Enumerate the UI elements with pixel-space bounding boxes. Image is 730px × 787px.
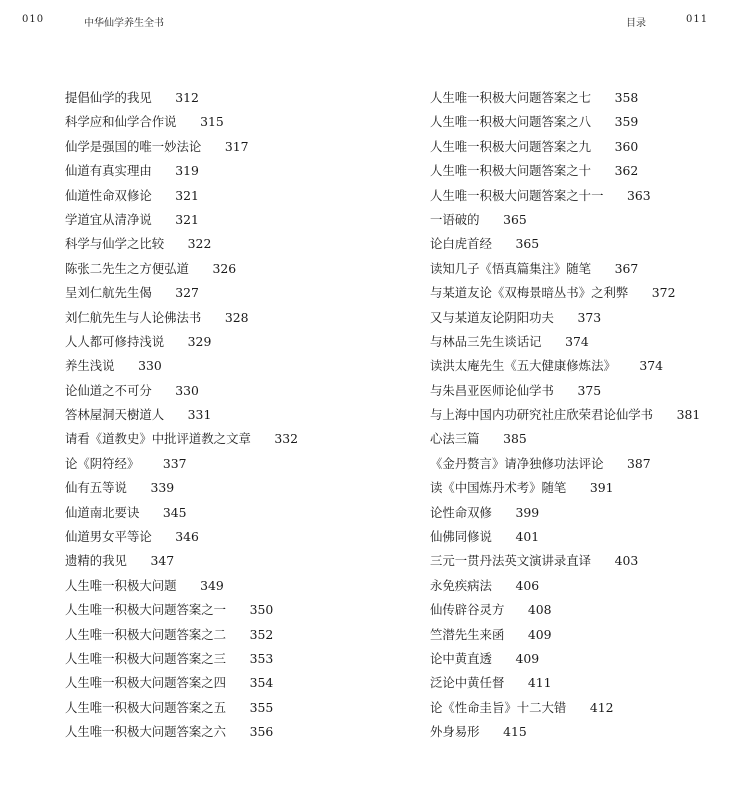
toc-entry-title: 学道宜从清净说 (65, 211, 152, 227)
toc-entry[interactable] (65, 135, 385, 159)
toc-entry[interactable] (430, 257, 720, 281)
toc-entry[interactable] (430, 574, 720, 598)
toc-entry-page-number: 329 (187, 333, 212, 349)
toc-entry-page-number: 409 (515, 650, 540, 666)
toc-entry[interactable] (430, 159, 720, 183)
toc-entry-page-number: 385 (503, 431, 527, 447)
toc-entry-title: 遗精的我见 (65, 553, 127, 569)
toc-entry[interactable] (65, 330, 385, 354)
toc-entry-page-number: 331 (187, 407, 212, 423)
toc-entry[interactable] (65, 110, 385, 134)
toc-entry-title: 科学与仙学之比较 (65, 236, 165, 252)
toc-entry-title: 仙佛同修说 (430, 529, 492, 545)
toc-entry-page-number: 363 (627, 187, 651, 203)
toc-entry-title: 又与某道友论阴阳功夫 (430, 309, 554, 325)
toc-entry[interactable] (430, 501, 720, 525)
toc-entry[interactable] (65, 257, 385, 281)
toc-entry[interactable] (65, 403, 385, 427)
toc-entry-page-number: 373 (577, 309, 602, 325)
toc-entry-page-number: 339 (150, 480, 175, 496)
toc-entry[interactable] (65, 427, 385, 451)
toc-entry-page-number: 356 (249, 724, 274, 740)
toc-entry-page-number: 365 (503, 211, 527, 227)
toc-entry-title: 泛论中黄任督 (430, 675, 505, 691)
toc-entry-title: 心法三篇 (430, 431, 480, 447)
toc-entry-page-number: 359 (614, 114, 639, 130)
toc-entry-page-number: 353 (249, 650, 274, 666)
toc-entry[interactable] (65, 476, 385, 500)
toc-entry-page-number: 374 (565, 333, 589, 349)
toc-entry-page-number: 412 (589, 699, 614, 715)
toc-entry-title: 论性命双修 (430, 504, 492, 520)
toc-entry[interactable] (65, 86, 385, 110)
toc-entry-title: 人生唯一积极大问题答案之五 (65, 699, 227, 715)
toc-entry-title: 与上海中国内功研究社庄欣荣君论仙学书 (430, 407, 654, 423)
toc-entry[interactable] (65, 574, 385, 598)
toc-entry[interactable] (65, 184, 385, 208)
toc-entry-page-number: 360 (614, 138, 639, 154)
toc-entry-title: 提倡仙学的我见 (65, 90, 152, 105)
toc-entry-title: 仙传辟谷灵方 (430, 602, 505, 618)
toc-entry[interactable] (65, 501, 385, 525)
toc-entry-title: 与朱昌亚医师论仙学书 (430, 382, 554, 398)
toc-entry[interactable] (65, 306, 385, 330)
toc-entry-page-number: 358 (614, 90, 639, 105)
toc-entry[interactable] (65, 623, 385, 647)
toc-entry[interactable] (430, 354, 720, 378)
toc-entry-page-number: 347 (150, 553, 175, 569)
toc-entry-title: 论《性命圭旨》十二大错 (430, 699, 567, 715)
section-title: 目录 (626, 18, 646, 29)
toc-entry-title: 与某道友论《双梅景暗丛书》之利弊 (430, 285, 629, 301)
toc-entry-title: 科学应和仙学合作说 (65, 114, 177, 130)
toc-entry-title: 永免疾病法 (430, 577, 492, 593)
toc-entry-title: 读知几子《悟真篇集注》随笔 (430, 260, 592, 276)
toc-entry[interactable] (430, 208, 720, 232)
toc-entry-page-number: 345 (162, 504, 187, 520)
toc-entry-page-number: 332 (274, 431, 299, 447)
toc-entry-page-number: 312 (175, 90, 199, 105)
toc-entry-page-number: 401 (515, 529, 540, 545)
toc-entry[interactable] (430, 135, 720, 159)
toc-left-column (65, 86, 385, 745)
toc-entry-page-number: 399 (515, 504, 540, 520)
toc-entry-page-number: 330 (138, 358, 162, 374)
toc-entry-page-number: 337 (162, 455, 187, 471)
toc-entry-title: 读《中国炼丹术考》随笔 (430, 480, 567, 496)
toc-entry-page-number: 319 (175, 163, 199, 179)
toc-entry-page-number: 409 (527, 626, 552, 642)
toc-entry-page-number: 367 (614, 260, 639, 276)
toc-entry-title: 人生唯一积极大问题答案之一 (65, 602, 227, 618)
toc-entry-page-number: 321 (175, 211, 199, 227)
toc-entry[interactable] (430, 647, 720, 671)
toc-entry[interactable] (65, 159, 385, 183)
toc-entry-page-number: 365 (515, 236, 540, 252)
toc-entry-page-number: 408 (527, 602, 552, 618)
toc-entry[interactable] (430, 110, 720, 134)
toc-entry[interactable] (65, 452, 385, 476)
toc-entry-page-number: 327 (175, 285, 199, 301)
toc-entry-page-number: 317 (224, 138, 249, 154)
toc-entry[interactable] (65, 647, 385, 671)
toc-entry-page-number: 322 (187, 236, 212, 252)
toc-entry[interactable] (430, 330, 720, 354)
toc-entry-page-number: 315 (200, 114, 224, 130)
toc-entry-page-number: 346 (175, 529, 199, 545)
toc-entry[interactable] (430, 549, 720, 573)
toc-entry[interactable] (430, 403, 720, 427)
toc-entry-title: 人生唯一积极大问题答案之八 (430, 114, 592, 130)
toc-entry[interactable] (65, 549, 385, 573)
toc-entry[interactable] (65, 281, 385, 305)
toc-entry-title: 陈张二先生之方便弘道 (65, 260, 189, 276)
book-title: 中华仙学养生全书 (84, 18, 164, 29)
toc-entry-page-number: 403 (614, 553, 639, 569)
toc-entry[interactable] (430, 476, 720, 500)
toc-entry-page-number: 330 (175, 382, 199, 398)
toc-entry-title: 人生唯一积极大问题答案之九 (430, 138, 592, 154)
toc-entry[interactable] (430, 598, 720, 622)
toc-entry-title: 仙道有真实理由 (65, 163, 152, 179)
toc-entry[interactable] (430, 525, 720, 549)
toc-entry-title: 与林品三先生谈话记 (430, 333, 542, 349)
toc-entry[interactable] (430, 379, 720, 403)
toc-entry-title: 人人都可修持浅说 (65, 333, 165, 349)
toc-entry-title: 论白虎首经 (430, 236, 492, 252)
toc-entry[interactable] (65, 208, 385, 232)
toc-entry-page-number: 415 (503, 724, 527, 740)
toc-entry-page-number: 352 (249, 626, 274, 642)
toc-entry-page-number: 328 (224, 309, 249, 325)
toc-entry-title: 仙道男女平等论 (65, 529, 152, 545)
toc-entry[interactable] (430, 184, 720, 208)
toc-entry-title: 人生唯一积极大问题答案之二 (65, 626, 227, 642)
toc-entry-page-number: 387 (627, 455, 651, 471)
toc-entry[interactable] (430, 452, 720, 476)
page-header (0, 14, 730, 34)
toc-entry[interactable] (65, 720, 385, 744)
toc-entry[interactable] (430, 671, 720, 695)
toc-entry-title: 《金丹赘言》请净独修功法评论 (430, 455, 604, 471)
toc-entry[interactable] (430, 86, 720, 110)
toc-entry[interactable] (65, 354, 385, 378)
toc-entry[interactable] (430, 720, 720, 744)
toc-entry-title: 人生唯一积极大问题答案之三 (65, 650, 227, 666)
toc-entry-page-number: 391 (589, 480, 614, 496)
toc-entry-page-number: 349 (200, 577, 224, 593)
toc-entry[interactable] (65, 525, 385, 549)
toc-entry-page-number: 411 (527, 675, 552, 691)
toc-entry-page-number: 362 (614, 163, 639, 179)
toc-entry-title: 呈刘仁航先生偈 (65, 285, 152, 301)
toc-entry[interactable] (430, 306, 720, 330)
toc-entry-title: 仙道性命双修论 (65, 187, 152, 203)
toc-entry-page-number: 381 (676, 407, 701, 423)
toc-entry-page-number: 326 (212, 260, 237, 276)
toc-entry-title: 请看《道教史》中批评道教之文章 (65, 431, 251, 447)
toc-entry-title: 人生唯一积极大问题 (65, 577, 177, 593)
toc-entry[interactable] (430, 427, 720, 451)
toc-entry-title: 三元一贯丹法英文演讲录直译 (430, 553, 592, 569)
toc-entry-title: 仙有五等说 (65, 480, 127, 496)
toc-entry-title: 外身易形 (430, 724, 480, 740)
toc-entry-title: 论中黄直透 (430, 650, 492, 666)
toc-entry-page-number: 350 (249, 602, 274, 618)
toc-entry-title: 仙学是强国的唯一妙法论 (65, 138, 202, 154)
toc-entry[interactable] (430, 623, 720, 647)
toc-entry-page-number: 374 (639, 358, 664, 374)
toc-entry-title: 论仙道之不可分 (65, 382, 152, 398)
toc-entry-page-number: 321 (175, 187, 199, 203)
toc-entry[interactable] (65, 696, 385, 720)
toc-entry[interactable] (430, 696, 720, 720)
toc-entry-page-number: 372 (651, 285, 676, 301)
toc-entry-title: 答林屋洞天樹道人 (65, 407, 165, 423)
toc-entry[interactable] (65, 671, 385, 695)
toc-entry-title: 人生唯一积极大问题答案之四 (65, 675, 227, 691)
toc-entry-page-number: 355 (249, 699, 274, 715)
toc-entry[interactable] (65, 598, 385, 622)
toc-entry-title: 人生唯一积极大问题答案之七 (430, 90, 592, 105)
toc-entry-title: 论《阴符经》 (65, 455, 140, 471)
toc-entry[interactable] (65, 379, 385, 403)
toc-entry-title: 一语破的 (430, 211, 480, 227)
toc-entry-page-number: 354 (249, 675, 274, 691)
toc-entry-title: 人生唯一积极大问题答案之十 (430, 163, 592, 179)
toc-entry-title: 竺潜先生来函 (430, 626, 505, 642)
toc-entry-title: 人生唯一积极大问题答案之六 (65, 724, 227, 740)
toc-right-column (430, 86, 720, 745)
toc-entry-title: 养生浅说 (65, 358, 115, 374)
toc-entry-page-number: 375 (577, 382, 602, 398)
toc-entry-page-number: 406 (515, 577, 540, 593)
toc-entry-title: 读洪太庵先生《五大健康修炼法》 (430, 358, 616, 374)
toc-entry-title: 仙道南北要诀 (65, 504, 140, 520)
toc-entry-title: 人生唯一积极大问题答案之十一 (430, 187, 604, 203)
right-page-number: 011 (686, 14, 709, 25)
toc-entry-title: 刘仁航先生与人论佛法书 (65, 309, 202, 325)
toc-entry[interactable] (430, 281, 720, 305)
toc-entry[interactable] (430, 232, 720, 256)
left-page-number: 010 (22, 14, 45, 25)
toc-entry[interactable] (65, 232, 385, 256)
